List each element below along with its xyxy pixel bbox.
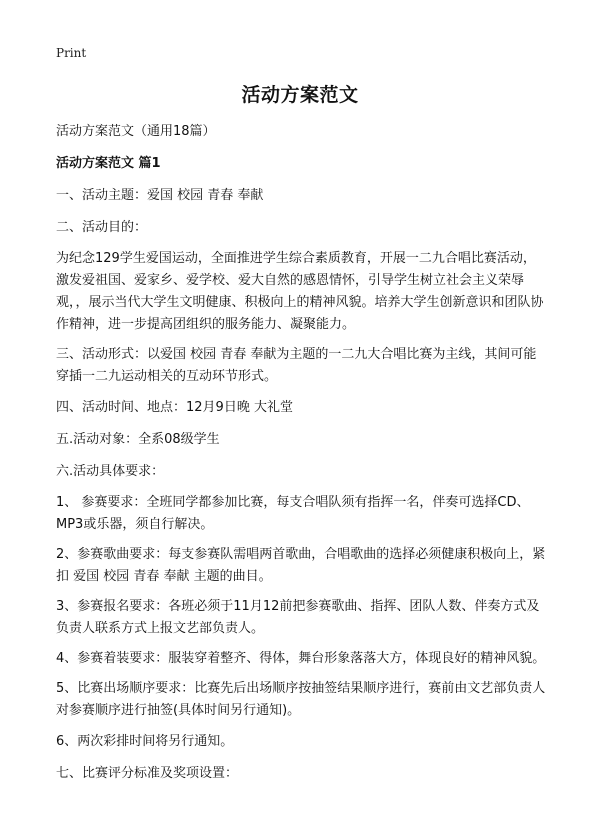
paragraph-purpose-body: 为纪念129学生爱国运动，全面推进学生综合素质教育，开展一二九合唱比赛活动，激发爱祖国、爱家乡、爱学校、爱大自然的感恩情怀，引导学生树立社会主义荣辱观，，展示当代大学生文明健康、积极向上的精神风貌。培养大学生创新意识和团队协作精神，进一步提高团组织的服务能力、凝聚能力。 <box>56 251 544 332</box>
paragraph-purpose-heading: 二、活动目的： <box>56 220 148 235</box>
section-heading: 活动方案范文 篇1 <box>56 156 161 171</box>
document-title: 活动方案范文 <box>241 84 359 106</box>
paragraph-requirements-heading: 六.活动具体要求： <box>56 464 165 479</box>
paragraph-time-place: 四、活动时间、地点：12月9日晚 大礼堂 <box>56 400 293 415</box>
requirement-item-3: 3、参赛报名要求：各班必须于11月12前把参赛歌曲、指挥、团队人数、伴奏方式及负责人联系方式上报文艺部负责人。 <box>56 599 540 636</box>
requirement-item-5: 5、比赛出场顺序要求：比赛先后出场顺序按抽签结果顺序进行，赛前由文艺部负责人对参赛顺序进行抽签(具体时间另行通知)。 <box>56 681 546 718</box>
requirement-item-6: 6、两次彩排时间将另行通知。 <box>56 734 234 749</box>
print-link[interactable]: Print <box>56 46 87 60</box>
paragraph-format: 三、活动形式：以爱国 校园 青春 奉献为主题的一二九大合唱比赛为主线，其间可能穿插一二九运动相关的互动环节形式。 <box>56 347 537 384</box>
requirement-item-1: 1、 参赛要求：全班同学都参加比赛，每支合唱队须有指挥一名，伴奏可选择CD、MP3或乐器，须自行解决。 <box>56 495 530 532</box>
requirement-item-2: 2、参赛歌曲要求：每支参赛队需唱两首歌曲，合唱歌曲的选择必须健康积极向上，紧扣 爱国 校园 青春 奉献 主题的曲目。 <box>56 547 546 584</box>
paragraph-participants: 五.活动对象：全系08级学生 <box>56 432 220 447</box>
paragraph-theme: 一、活动主题：爱国 校园 青春 奉献 <box>56 188 264 203</box>
document-body <box>56 120 548 794</box>
paragraph-scoring-heading: 七、比赛评分标准及奖项设置： <box>56 766 239 781</box>
requirement-item-4: 4、参赛着装要求：服装穿着整齐、得体，舞台形象落落大方，体现良好的精神风貌。 <box>56 651 546 666</box>
document-subtitle: 活动方案范文（通用18篇） <box>56 124 216 139</box>
